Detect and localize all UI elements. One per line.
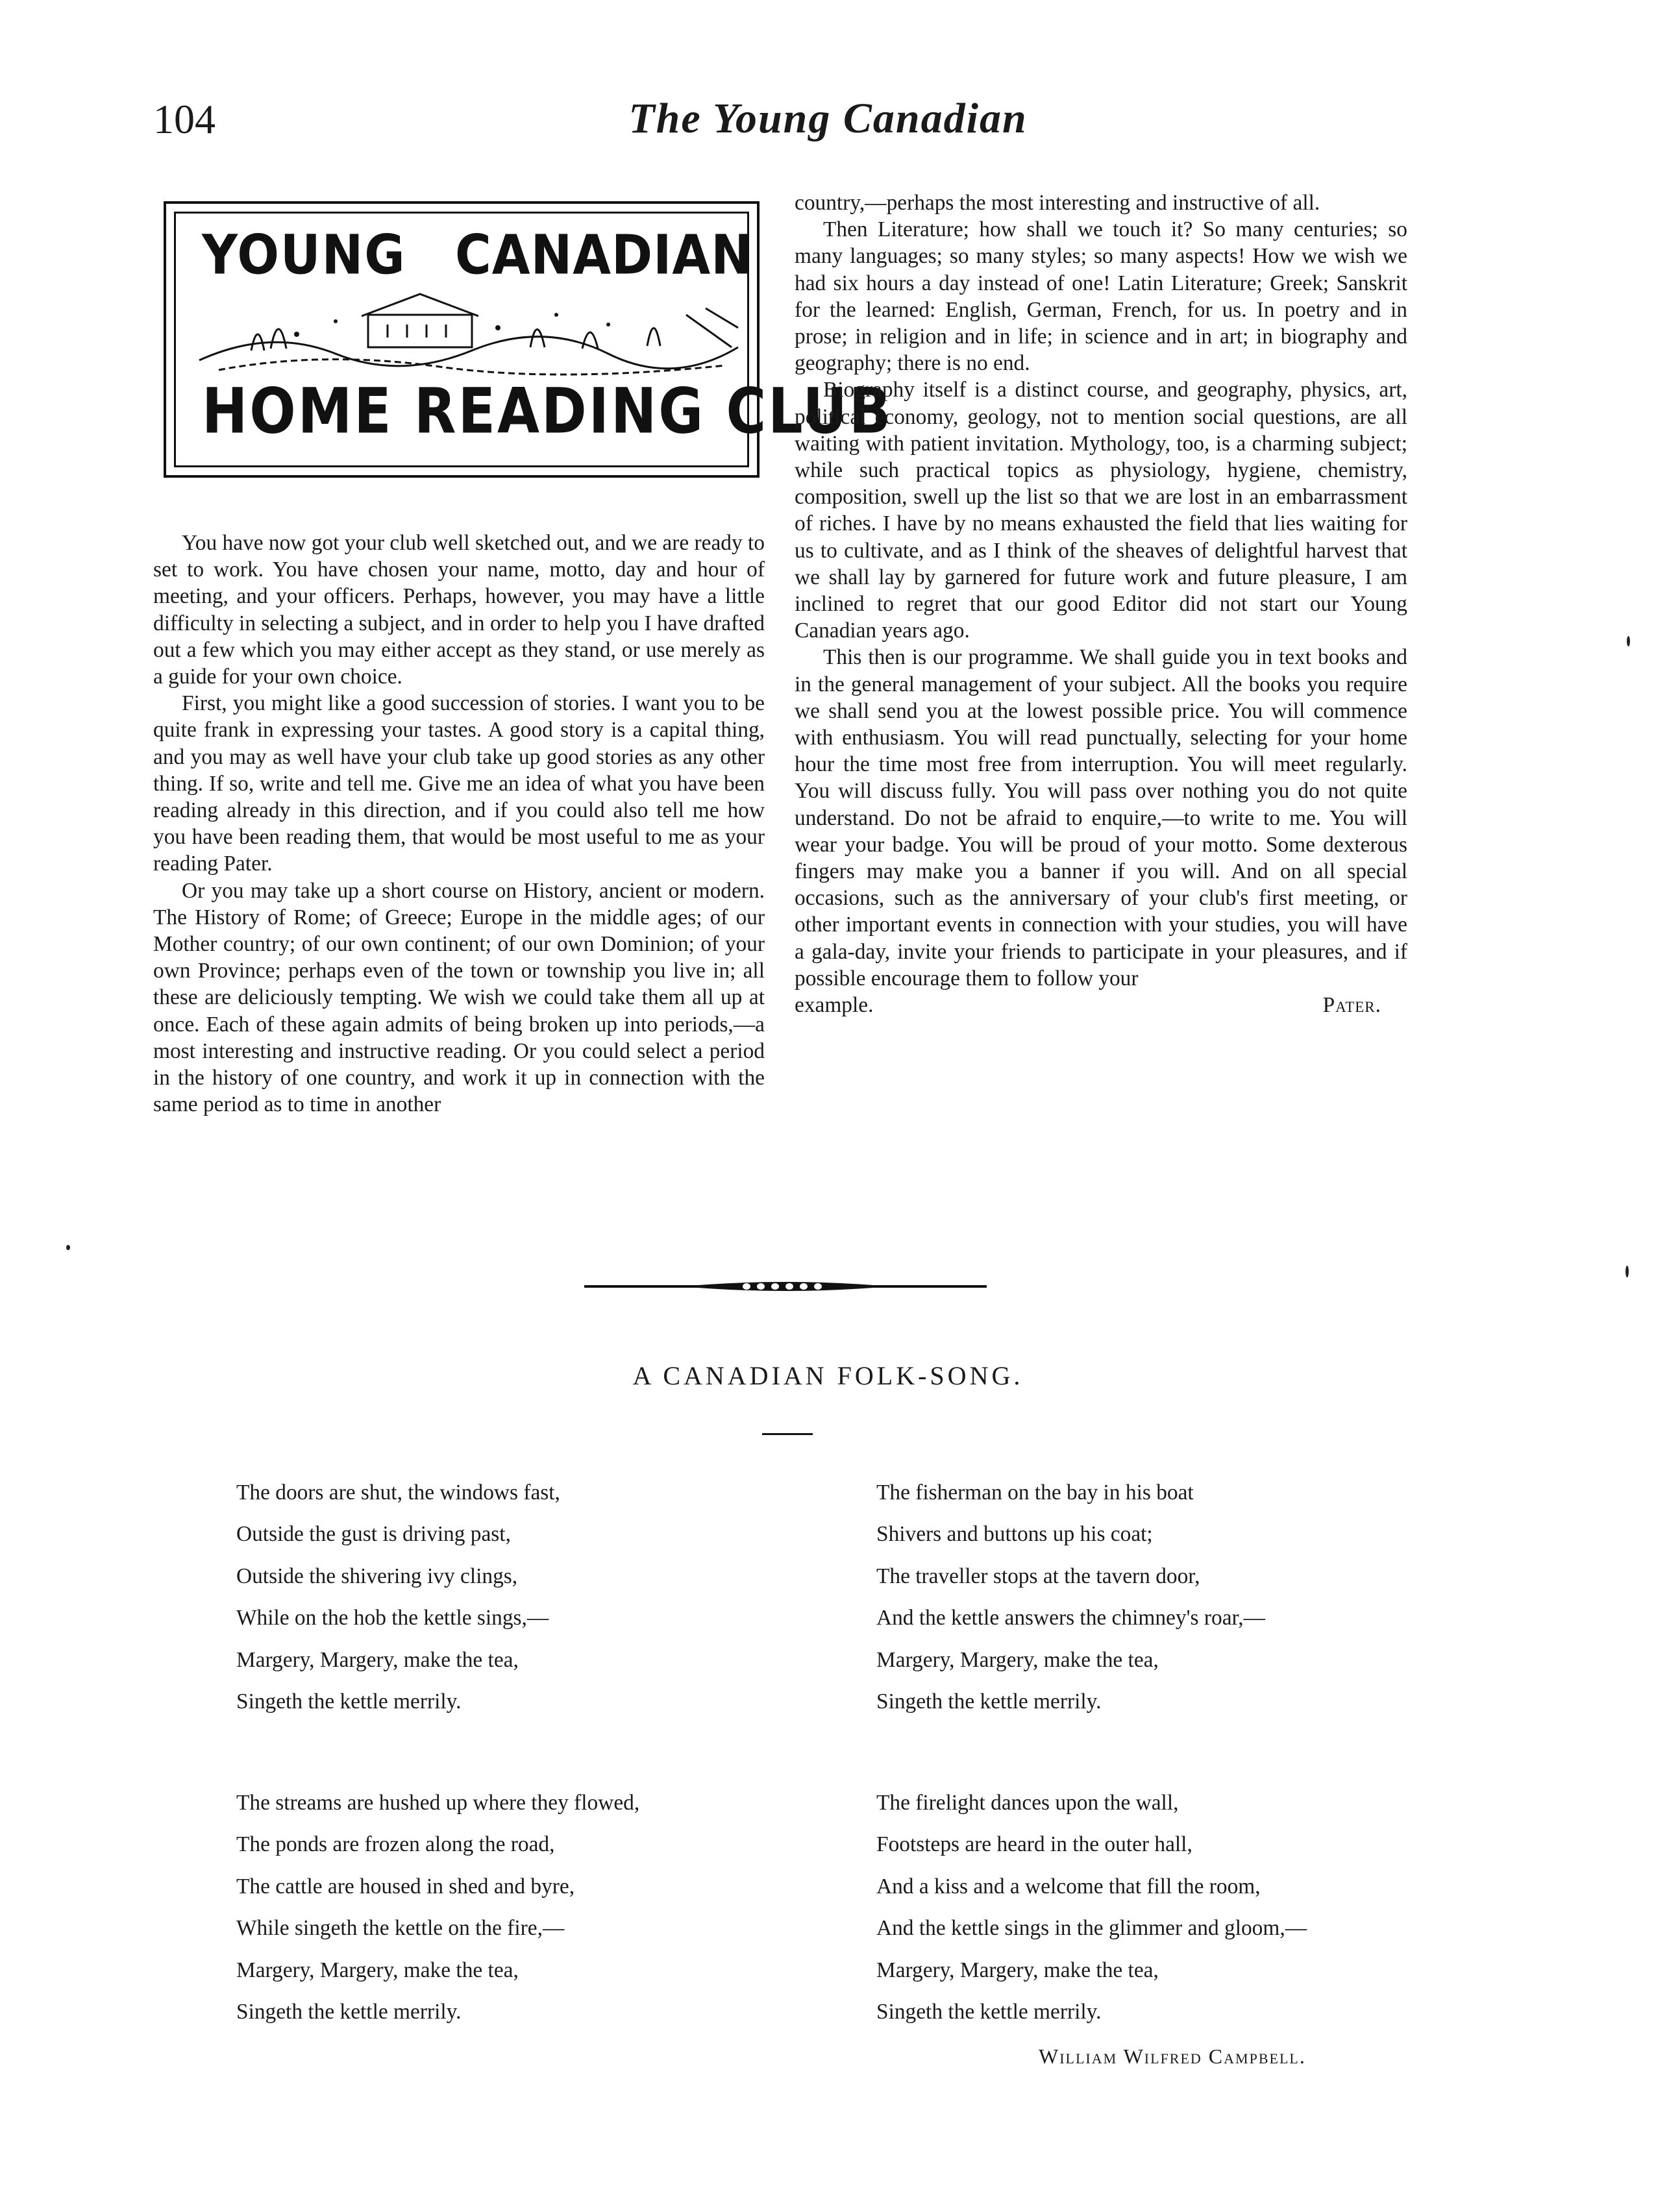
poem-line: While singeth the kettle on the fire,—: [236, 1916, 565, 1941]
page-number: 104: [153, 96, 216, 142]
poem-line: Outside the shivering ivy clings,: [236, 1564, 518, 1588]
poem-line: The fisherman on the bay in his boat: [876, 1481, 1194, 1505]
article-signature: Pater.: [1322, 993, 1381, 1018]
article-paragraph: country,—perhaps the most interesting and instructive of all.: [795, 191, 1320, 215]
poem-line: Outside the gust is driving past,: [236, 1522, 511, 1547]
poem-line: Margery, Margery, make the tea,: [876, 1958, 1159, 1982]
article-right-column: [795, 190, 1407, 1018]
title-rule: [762, 1433, 813, 1435]
masthead: The Young Canadian: [628, 95, 1028, 142]
article-last-word: example.: [795, 993, 874, 1018]
article-closing-line: [795, 992, 1407, 1018]
poem-line: The streams are hushed up where they flowed,: [236, 1791, 640, 1815]
poem-stanza: [876, 1782, 1307, 2033]
article-paragraph: Then Literature; how shall we touch it? So many centuries; so many languages; so many styles; so many aspects! How we wish we had six hours a day instead of one! Latin Literature; Greek; Sanskrit for the learned: English, German, French, for us. In poetry and in prose; in religion and in life; in science and in art; in biography and geography; there is no end.: [795, 217, 1407, 376]
poem-line: Singeth the kettle merrily.: [236, 2000, 462, 2024]
banner-young-text: YOUNG: [202, 223, 406, 287]
poem-line: Shivers and buttons up his coat;: [876, 1522, 1153, 1547]
poem-line: Margery, Margery, make the tea,: [236, 1647, 519, 1672]
article-paragraph: Biography itself is a distinct course, and geography, physics, art, political economy, geology, not to mention social questions, are all waiting with patient invitation. Mythology, too, is a charming subject; while such practical topics as physiology, hygiene, chemistry, composition, swell up the list so that we are lost in an embarrassment of riches. I have by no means exhausted the field that lies waiting for us to cultivate, and as I think of the sheaves of delightful harvest that we shall lay by garnered for future work and future pleasure, I am inclined to regret that our good Editor did not start our Young Canadian years ago.: [795, 378, 1407, 643]
poem-title: A CANADIAN FOLK-SONG.: [632, 1361, 1024, 1390]
scan-speck: [1627, 636, 1630, 646]
banner-canadian-text: CANADIAN: [455, 223, 753, 287]
article-paragraph: First, you might like a good succession of stories. I want you to be quite frank in expressing your tastes. A good story is a capital thing, and you may as well have your club take up good stories as any other thing. If so, write and tell me. Give me an idea of what you have been reading already in this direction, and if you could also tell me how you have been reading them, that would be most useful to me as your reading Pater.: [153, 691, 765, 876]
poem-line: Footsteps are heard in the outer hall,: [876, 1832, 1193, 1857]
banner-home-reading-club-text: HOME READING CLUB: [202, 374, 893, 448]
poem-line: Margery, Margery, make the tea,: [236, 1958, 519, 1982]
article-paragraph: This then is our programme. We shall guide you in text books and in the general management of your subject. All the books you require we shall send you at the lowest possible price. You will commence with enthusiasm. You will read punctually, selecting for your home hour the time most free from interruption. You will meet regularly. You will discuss fully. You will pass over nothing you do not quite understand. Do not be afraid to enquire,—to write to me. You will wear your badge. You will be proud of your motto. Some dexterous fingers may make you a banner if you will. And on all special occasions, such as the anniversary of your club's first meeting, or other important events in connection with your studies, you will have a gala-day, invite your friends to participate in your pleasures, and if possible encourage them to follow your: [795, 645, 1407, 990]
poem-line: Singeth the kettle merrily.: [876, 1690, 1102, 1714]
poem-stanza: [876, 1472, 1265, 1723]
poem-line: Margery, Margery, make the tea,: [876, 1647, 1159, 1672]
section-divider-ornament: [584, 1277, 987, 1296]
poem-line: While on the hob the kettle sings,—: [236, 1606, 549, 1630]
banner-landscape-illustration: [193, 289, 745, 380]
poem-stanza: [236, 1782, 639, 2033]
poem-line: Singeth the kettle merrily.: [236, 1690, 462, 1714]
poem-line: And the kettle answers the chimney's roar,—: [876, 1606, 1266, 1630]
poem-line: The cattle are housed in shed and byre,: [236, 1874, 575, 1899]
article-paragraph: You have now got your club well sketched out, and we are ready to set to work. You have chosen your name, motto, day and hour of meeting, and your officers. Perhaps, however, you may have a little difficulty in selecting a subject, and in order to help you I have drafted out a few which you may either accept as they stand, or use merely as a guide for your own choice.: [153, 531, 765, 689]
article-paragraph: Or you may take up a short course on History, ancient or modern. The History of Rome; of Greece; Europe in the middle ages; of our Mother country; of our own continent; of our own Dominion; of your own Province; perhaps even of the town or township you live in; all these are deliciously tempting. We wish we could take them all up at once. Each of these again admits of being broken up into periods,—a most interesting and instructive reading. Or you could select a period in the history of one country, and work it up in connection with the same period as to time in another: [153, 878, 765, 1117]
poem-line: The traveller stops at the tavern door,: [876, 1564, 1200, 1588]
article-left-column: [153, 530, 765, 1118]
poem-line: The doors are shut, the windows fast,: [236, 1481, 560, 1505]
scan-speck: [1625, 1266, 1629, 1277]
scan-speck: [66, 1245, 70, 1250]
poem-author: William Wilfred Campbell.: [1039, 2045, 1306, 2068]
poem-line: Singeth the kettle merrily.: [876, 2000, 1102, 2024]
poem-line: The firelight dances upon the wall,: [876, 1791, 1179, 1815]
poem-line: The ponds are frozen along the road,: [236, 1832, 555, 1857]
club-banner: [164, 201, 893, 478]
poem-line: And the kettle sings in the glimmer and gloom,—: [876, 1916, 1307, 1941]
poem-line: And a kiss and a welcome that fill the room,: [876, 1874, 1261, 1899]
poem-stanza: [236, 1472, 560, 1723]
